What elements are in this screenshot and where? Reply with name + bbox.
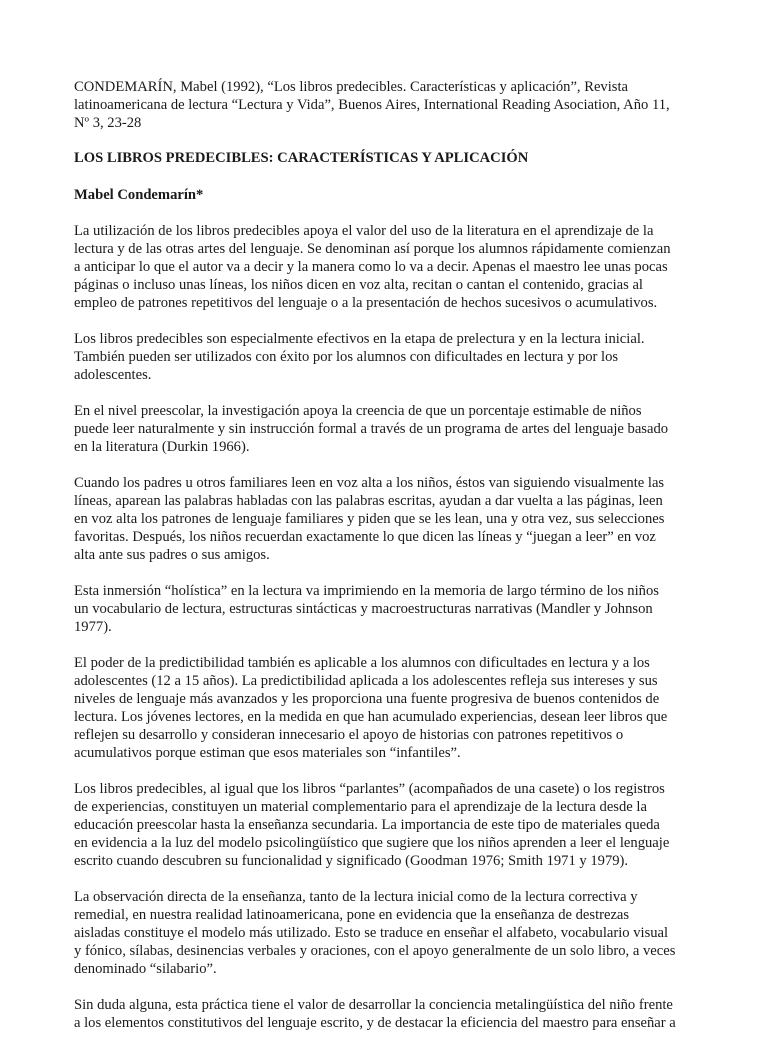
author-name: Mabel Condemarín*: [74, 187, 204, 203]
paragraph-8: La observación directa de la enseñanza, tanto de la lectura inicial como de la lectura correctiva y remedial, en nuestra realidad latinoamericana, pone en evidencia que la enseñanza de destrezas aisladas constituye el modelo más utilizado. Esto se traduce en enseñar el alfabeto, vocabulario visual y fónico, sílabas, desinencias verbales y oraciones, con el apoyo generalmente de un solo libro, a veces denominado “silabario”.: [74, 889, 676, 977]
paragraph-3: En el nivel preescolar, la investigación apoya la creencia de que un porcentaje estimable de niños puede leer naturalmente y sin instrucción formal a través de un programa de artes del lenguaje basado en la literatura (Durkin 1966).: [74, 403, 669, 455]
paragraph-6: El poder de la predictibilidad también es aplicable a los alumnos con dificultades en lectura y a los adolescentes (12 a 15 años). La predictibilidad aplicada a los adolescentes refleja sus intereses y sus niveles de lenguaje más avanzados y les proporciona una fuente progresiva de buenos contenidos de lectura. Los jóvenes lectores, en la medida en que han acumulado experiencias, desean leer libros que reflejen su desarrollo y consideran innecesario el apoyo de historias con patrones repetitivos o acumulativos porque estiman que esos materiales son “infantiles”.: [74, 655, 668, 761]
document-title: LOS LIBROS PREDECIBLES: CARACTERÍSTICAS Y APLICACIÓN: [74, 150, 529, 166]
citation: CONDEMARÍN, Mabel (1992), “Los libros predecibles. Características y aplicación”, Revista latinoamericana de lectura “Lectura y Vida”, Buenos Aires, International Reading Asociation, Año 11, Nº 3, 23-28: [74, 79, 670, 131]
paragraph-1: La utilización de los libros predecibles apoya el valor del uso de la literatura en el aprendizaje de la lectura y de las otras artes del lenguaje. Se denominan así porque los alumnos rápidamente comienzan a anticipar lo que el autor va a decir y la manera como lo va a decir. Apenas el maestro lee unas pocas páginas o incluso unas líneas, los niños dicen en voz alta, recitan o cantan el contenido, gracias al empleo de patrones repetitivos del lenguaje o a la presentación de hechos sucesivos o acumulativos.: [74, 223, 671, 311]
paragraph-7: Los libros predecibles, al igual que los libros “parlantes” (acompañados de una casete) o los registros de experiencias, constituyen un material complementario para el aprendizaje de la lectura desde la educación preescolar hasta la enseñanza secundaria. La importancia de este tipo de materiales queda en evidencia a la luz del modelo psicolingüístico que sugiere que los niños aprenden a leer el lenguaje escrito cuando descubren su funcionalidad y significado (Goodman 1976; Smith 1971 y 1979).: [74, 781, 670, 869]
paragraph-5: Esta inmersión “holística” en la lectura va imprimiendo en la memoria de largo término de los niños un vocabulario de lectura, estructuras sintácticas y macroestructuras narrativas (Mandler y Johnson 1977).: [74, 583, 659, 635]
paragraph-4: Cuando los padres u otros familiares leen en voz alta a los niños, éstos van siguiendo visualmente las líneas, aparean las palabras habladas con las palabras escritas, ayudan a dar vuelta a las páginas, leen en voz alta los patrones de lenguaje familiares y piden que se les lean, una y otra vez, sus selecciones favoritas. Después, los niños recuerdan exactamente lo que dicen las líneas y “juegan a leer” en voz alta ante sus padres o sus amigos.: [74, 475, 665, 563]
document-page: [74, 78, 724, 1050]
paragraph-9: Sin duda alguna, esta práctica tiene el valor de desarrollar la conciencia metalingüística del niño frente a los elementos constitutivos del lenguaje escrito, y de destacar la eficiencia del maestro para enseñar a: [74, 997, 676, 1031]
paragraph-2: Los libros predecibles son especialmente efectivos en la etapa de prelectura y en la lectura inicial. También pueden ser utilizados con éxito por los alumnos con dificultades en lectura y por los adolescentes.: [74, 331, 645, 383]
